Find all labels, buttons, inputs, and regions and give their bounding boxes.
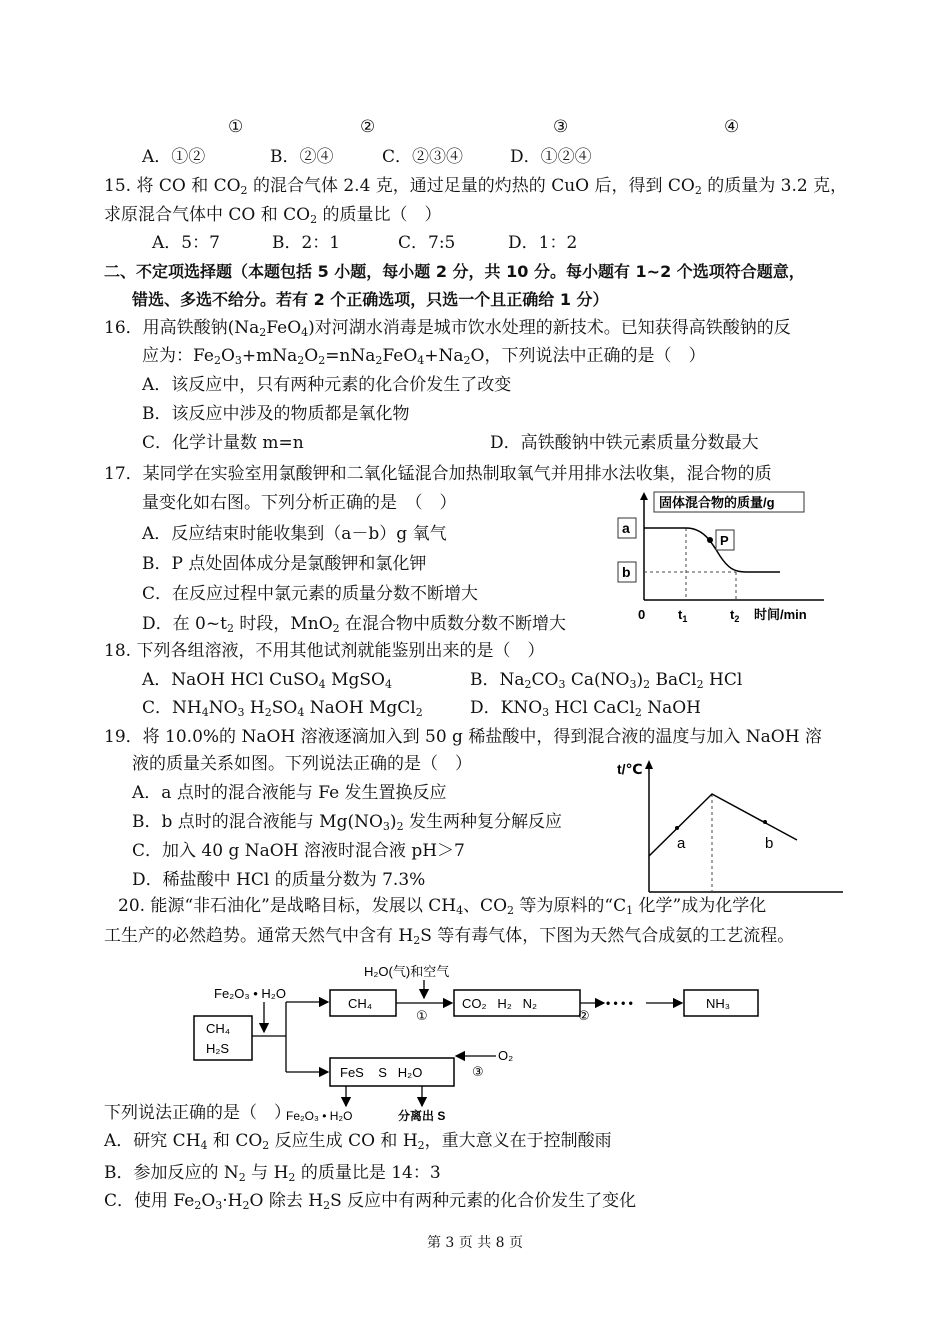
q14-option-b: B．②④ [270,147,334,167]
q20-option-c: C．使用 $Fe_2O_3\cdot H_2O$ 除去 $H_2S$ 反应中有两种元素的化合价发生了变化 [104,1191,637,1212]
q16-stem-line2: 应为：$Fe_2O_3+mNa_2O_2=nNa_2FeO_4+Na_2O$，下列说法中正确的是（ ） [142,346,706,367]
q15-stem-line2: 求原混合气体中 CO 和 $CO_2$ 的质量比（ ） [104,205,442,226]
q15-option-a: A．5：7 [152,233,220,253]
q15-option-b: B．2：1 [272,233,341,253]
q17-graph-point-p [707,537,713,543]
q19-stem-line1: 19．将 10.0%的 NaOH 溶液逐滴加入到 50 g 稀盐酸中，得到混合液的温度与加入 NaOH 溶 [104,727,822,747]
q16-stem-line1: 16．用高铁酸钠$(Na_2FeO_4)$对河湖水消毒是城市饮水处理的新技术。已知获得高铁酸钠的反 [104,318,791,339]
q17-option-c: C．在反应过程中氯元素的质量分数不断增大 [142,584,479,604]
q17-graph-t2: $t_2$ [730,607,740,624]
q18-option-c: C．$NH_4NO_3$ $H_2SO_4$ NaOH MgCl$_2$ [142,698,423,719]
q20-option-a: A．研究 $CH_4$ 和 $CO_2$ 反应生成 CO 和 $H_2$，重大意义在于控制酸雨 [104,1131,612,1152]
flow-fes-label: FeS S H₂O [340,1065,423,1080]
q15-option-d: D．1：2 [508,233,578,253]
q14-circle-1: ① [228,117,244,137]
q16-option-b: B．该反应中涉及的物质都是氧化物 [142,404,410,424]
q14-option-a: A．①② [142,147,206,167]
q18-stem: 18. 下列各组溶液，不用其他试剂就能鉴别出来的是（ ） [104,641,545,661]
flow-step2: ② [578,1008,590,1023]
q18-option-d: D．$KNO_3$ HCl CaCl$_2$ NaOH [470,698,702,719]
q14-option-d: D．①②④ [510,147,592,167]
q20-stem-line1: 20. 能源“非石油化”是战略目标，发展以 $CH_4$、$CO_2$ 等为原料的“$C_1$ 化学”成为化学化 [118,896,767,917]
q17-stem-line2: 量变化如右图。下列分析正确的是 （ ） [142,493,457,513]
q20-stem-line2: 工生产的必然趋势。通常天然气中含有 $H_2S$ 等有毒气体，下图为天然气合成氨的工艺流程。 [104,926,795,947]
flow-dots: • • • • [606,996,633,1010]
flow-input-h2s: H₂S [206,1041,230,1056]
q19-graph-a-label: a [677,835,686,852]
q15-option-c: C．7:5 [398,233,456,253]
flow-nh3-label: NH₃ [706,996,731,1011]
q14-circle-4: ④ [724,117,740,137]
q17-graph-ylabel: 固体混合物的质量/g [659,495,775,510]
q19-graph-b-label: b [765,835,774,852]
flow-input-ch4: CH₄ [206,1021,231,1036]
q19-stem-line2: 液的质量关系如图。下列说法正确的是（ ） [132,754,472,774]
flow-step1: ① [416,1008,428,1023]
q17-graph-xlabel: 时间/min [754,607,807,622]
q19-graph-ylabel: t/℃ [617,761,643,777]
q17-option-b: B．P 点处固体成分是氯酸钾和氯化钾 [142,554,427,574]
flow-water-air: H₂O(气)和空气 [364,964,450,979]
q17-stem-line1: 17．某同学在实验室用氯酸钾和二氧化锰混合加热制取氧气并用排水法收集，混合物的质 [104,464,772,484]
q20-option-b: B．参加反应的 $N_2$ 与 $H_2$ 的质量比是 14：3 [104,1163,441,1184]
q17-mass-graph [612,488,832,628]
q17-graph-b-label: b [622,564,631,580]
q19-graph-point-b [763,820,767,824]
flow-out-left: Fe₂O₃ • H₂O [286,1109,353,1122]
q19-option-b: B．b 点时的混合液能与 $Mg(NO_3)_2$ 发生两种复分解反应 [132,812,562,833]
q19-option-a: A．a 点时的混合液能与 Fe 发生置换反应 [132,783,447,803]
q16-option-c: C．化学计量数 m=n [142,433,304,453]
q17-graph-p-label: P [720,533,729,548]
q18-option-b: B．$Na_2CO_3$ $Ca(NO_3)_2$ BaCl$_2$ HCl [470,670,743,691]
q16-option-a: A．该反应中，只有两种元素的化合价发生了改变 [142,375,512,395]
flow-ch4-label: CH₄ [348,996,373,1011]
section2-heading-line1: 二、不定项选择题（本题包括 5 小题，每小题 2 分，共 10 分。每小题有 1~2 个选项符合题意， [104,262,805,281]
q20-intro: 下列说法正确的是（ ） [104,1103,291,1123]
q17-option-d: D．在 $0\sim t_2$ 时段，MnO$_2$ 在混合物中质数分数不断增大 [142,614,567,635]
q17-option-a: A．反应结束时能收集到（a－b）g 氧气 [142,524,447,544]
q17-graph-curve [644,528,780,572]
q17-graph-t1: $t_1$ [678,607,688,624]
flow-o2: O₂ [498,1048,514,1063]
q19-graph-y-arrow [645,760,653,769]
q15-stem-line1: 15. 将 CO 和 $CO_2$ 的混合气体 2.4 克，通过足量的灼热的 CuO 后，得到 $CO_2$ 的质量为 3.2 克， [104,176,848,197]
flow-reagent-top: Fe₂O₃ • H₂O [214,986,286,1001]
section2-heading-line2: 错选、多选不给分。若有 2 个正确选项，只选一个且正确给 1 分） [132,290,609,309]
q17-graph-a-label: a [622,520,630,536]
q14-option-c: C．②③④ [382,147,464,167]
q14-circle-2: ② [360,117,376,137]
flow-out-right: 分离出 S [398,1109,446,1122]
q14-circle-3: ③ [553,117,569,137]
flow-mix-label: CO₂ H₂ N₂ [462,996,538,1011]
q17-graph-origin: 0 [638,607,646,622]
flow-step3: ③ [472,1064,484,1079]
q19-graph-point-a [675,826,679,830]
q17-graph-y-arrow [640,492,648,500]
q19-temperature-graph [615,756,847,896]
page-footer: 第 3 页 共 8 页 [426,1235,524,1251]
q19-option-d: D．稀盐酸中 HCl 的质量分数为 7.3% [132,870,426,890]
q20-process-flow [186,960,776,1122]
q19-option-c: C．加入 40 g NaOH 溶液时混合液 pH＞7 [132,841,465,861]
q18-option-a: A．NaOH HCl CuSO$_4$ MgSO$_4$ [142,670,392,691]
q19-graph-line [649,794,797,856]
q16-option-d: D．高铁酸钠中铁元素质量分数最大 [490,433,759,453]
